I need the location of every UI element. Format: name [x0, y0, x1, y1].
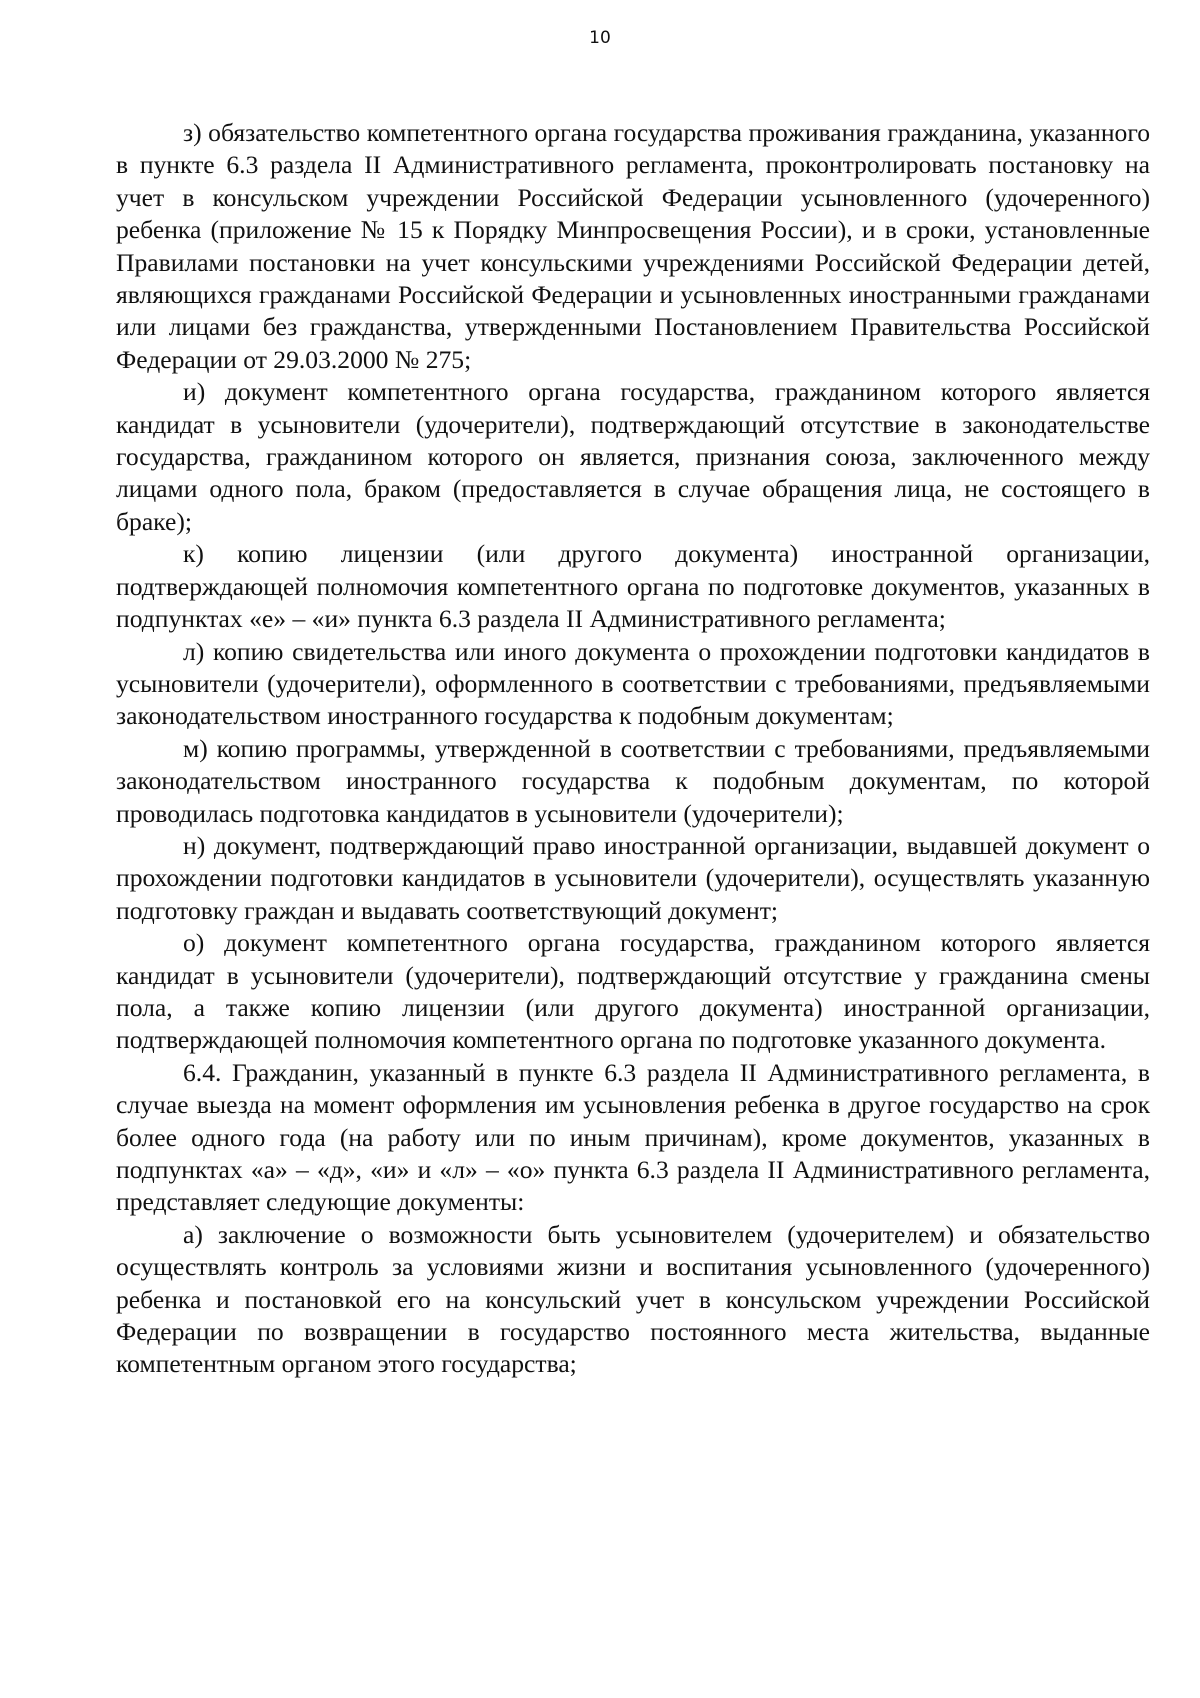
paragraph-item-a: а) заключение о возможности быть усыновителем (удочерителем) и обязательство осуществлять контроль за условиями жизни и воспитания усыновленного (удочеренного) ребенка и постановкой его на консульский учет в консульском учреждении Российской Федерации по возвращении в государство постоянного места жительства, выданные компетентным органом этого государства; — [116, 1219, 1150, 1379]
paragraph-item-l: л) копию свидетельства или иного документа о прохождении подготовки кандидатов в усыновители (удочерители), оформленного в соответствии с требованиями, предъявляемыми законодательством иностранного государства к подобным документам; — [116, 636, 1150, 731]
paragraph-section-6-4: 6.4. Гражданин, указанный в пункте 6.3 раздела II Административного регламента, в случае выезда на момент оформления им усыновления ребенка в другое государство на срок более одного года (на работу или по иным причинам), кроме документов, указанных в подпунктах «а» – «д», «и» и «л» – «о» пункта 6.3 раздела II Административного регламента, представляет следующие документы: — [116, 1057, 1150, 1217]
paragraph-item-o: о) документ компетентного органа государства, гражданином которого является кандидат в усыновители (удочерители), подтверждающий отсутствие у гражданина смены пола, а также копию лицензии (или другого документа) иностранной организации, подтверждающей полномочия компетентного органа по подготовке указанного документа. — [116, 928, 1150, 1055]
paragraph-item-n: н) документ, подтверждающий право иностранной организации, выдавшей документ о прохождении подготовки кандидатов в усыновители (удочерители), осуществлять указанную подготовку граждан и выдавать соответствующий документ; — [116, 830, 1150, 925]
paragraph-item-m: м) копию программы, утвержденной в соответствии с требованиями, предъявляемыми законодательством иностранного государства к подобным документам, по которой проводилась подготовка кандидатов в усыновители (удочерители); — [116, 733, 1150, 828]
paragraph-item-k: к) копию лицензии (или другого документа) иностранной организации, подтверждающей полномочия компетентного органа по подготовке документов, указанных в подпунктах «е» – «и» пункта 6.3 раздела II Административного регламента; — [116, 539, 1150, 634]
paragraph-item-i: и) документ компетентного органа государства, гражданином которого является кандидат в усыновители (удочерители), подтверждающий отсутствие в законодательстве государства, гражданином которого он является, признания союза, заключенного между лицами одного пола, браком (предоставляется в случае обращения лица, не состоящего в браке); — [116, 377, 1150, 536]
page-number: 10 — [589, 28, 611, 48]
document-body — [116, 117, 1150, 1381]
paragraph-item-z: з) обязательство компетентного органа государства проживания гражданина, указанного в пункте 6.3 раздела II Административного регламента, проконтролировать постановку на учет в консульском учреждении Российской Федерации усыновленного (удочеренного) ребенка (приложение № 15 к Порядку Минпросвещения России), и в сроки, установленные Правилами постановки на учет консульскими учреждениями Российской Федерации детей, являющихся гражданами Российской Федерации и усыновленных иностранными гражданами или лицами без гражданства, утвержденными Постановлением Правительства Российской Федерации от 29.03.2000 № 275; — [116, 118, 1150, 374]
